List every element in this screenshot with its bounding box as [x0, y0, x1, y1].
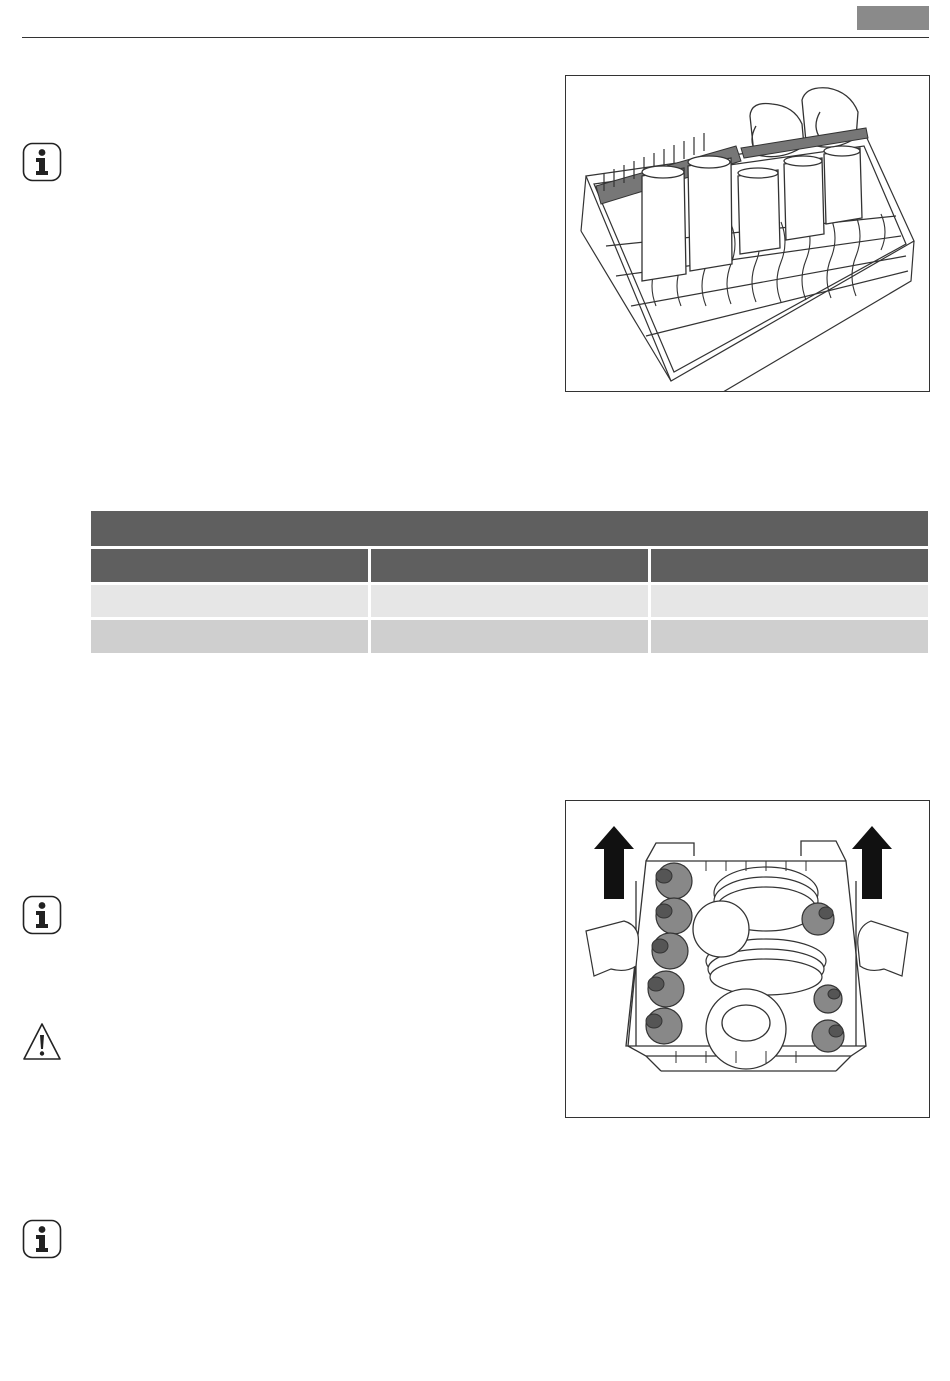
table-cell [651, 620, 928, 653]
upper-basket-lift-illustration [565, 800, 930, 1118]
warning-icon [22, 1022, 62, 1062]
table-header-cell [651, 549, 928, 582]
info-icon [22, 142, 62, 182]
table-cell [91, 585, 368, 617]
table-cell [371, 620, 648, 653]
table-header-cell [371, 549, 648, 582]
table-cell [651, 585, 928, 617]
spec-table [91, 511, 928, 653]
upper-basket-cups-illustration [565, 75, 930, 392]
table-row [91, 620, 928, 653]
table-cell [371, 585, 648, 617]
table-cell [91, 620, 368, 653]
table-row [91, 585, 928, 617]
table-title-row [91, 511, 928, 546]
page-language-tab [857, 6, 929, 30]
info-icon [22, 1219, 62, 1259]
table-header-cell [91, 549, 368, 582]
header-rule [22, 37, 929, 38]
info-icon [22, 895, 62, 935]
table-header-row [91, 549, 928, 582]
